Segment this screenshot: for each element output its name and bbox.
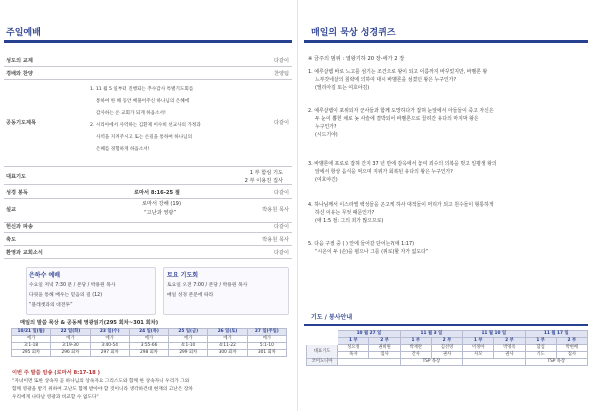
duty-part: 2 부: [369, 338, 400, 345]
prayer-line: 사역을 지켜주시고 또는 손길을 통하여 하나님의: [96, 135, 193, 140]
duty-koinonia: TSP 목장: [525, 359, 587, 366]
prayer-line: 감사하는 온 교회가 되게 하옵소서!: [96, 111, 166, 116]
plan-chapter: 3:19-30: [51, 343, 90, 350]
duty-koinonia: [338, 359, 400, 366]
quiz-question: [308, 240, 590, 256]
order-label: 헌신과 파송: [6, 224, 33, 230]
quiz-line: 누구인가?: [315, 124, 337, 130]
reading-plan-title: 매일의 말씀 묵상 & 공동체 영광읽기(295 회차~301 회차): [20, 320, 159, 326]
title-bar: [304, 40, 588, 43]
rep-prayer-line: 1 부 함심 기도: [249, 170, 283, 176]
order-row: [4, 57, 292, 67]
duty-koinonia-row: [307, 359, 588, 366]
plan-chapter-row: [12, 343, 287, 350]
duty-row-label: 대표기도: [307, 345, 338, 359]
duty-part: 2 부: [431, 338, 462, 345]
reading-plan-table: [11, 328, 287, 357]
plan-count: 300 회차: [208, 350, 247, 357]
plan-count: 298 회차: [129, 350, 168, 357]
plan-count: 297 회차: [90, 350, 129, 357]
duty-person: 이정아: [463, 345, 494, 352]
duty-date: 11 월 17 일: [525, 331, 587, 338]
duty-title-bar: [304, 324, 588, 326]
duty-person: 성요정: [338, 345, 369, 352]
worship-column: [0, 0, 297, 411]
prayer-line: 1. 11 월 5 일부터 진행되는 추수감사 특별기도회를: [90, 87, 194, 92]
duty-person: 권희원: [369, 345, 400, 352]
rep-prayer-line: 2 부 이용진 집사: [244, 178, 283, 184]
midweek-line: 수요일 저녁 7:30 분 / 본당 / 박용원 목사: [29, 283, 116, 288]
duty-row-label: 코이노니아: [307, 359, 338, 366]
quiz-column: [298, 0, 600, 411]
plan-book: 에가: [247, 336, 286, 343]
prayer-line: 2. 시리아에서 사역하는 김환제 이수희 선교사의 가정과: [90, 123, 201, 128]
plan-book: 에가: [12, 336, 51, 343]
worship-title: 주일예배: [6, 28, 41, 38]
duty-role: 기도: [525, 352, 556, 359]
plan-book: 에가: [129, 336, 168, 343]
prayer-line: 통하여 한 해 동안 베풀어주신 하나님의 은혜에: [96, 99, 190, 104]
midweek-title: 은하수 예배: [29, 272, 61, 279]
prayer-value: 다같이: [273, 120, 289, 126]
duty-person: 박영옥: [494, 345, 525, 352]
duty-corner: [307, 338, 338, 345]
duty-title-row: [307, 352, 588, 359]
quiz-title: 매일의 묵상 성경퀴즈: [311, 28, 396, 38]
duty-table: [306, 330, 588, 366]
duty-title: 기도 / 봉사안내: [311, 314, 353, 321]
duty-part: 2 부: [494, 338, 525, 345]
duty-part: 1 부: [463, 338, 494, 345]
plan-day: 22 일(화): [51, 329, 90, 336]
plan-chapter: 3:40-54: [90, 343, 129, 350]
plan-day: 23 일(수): [90, 329, 129, 336]
duty-role: 목자: [338, 352, 369, 359]
saturday-prayer-box: [163, 267, 289, 315]
plan-count: 295 회차: [12, 350, 51, 357]
quiz-line: 5. 다음 구절 중 ( ) 안에 들어갈 단어는?(애 1:17): [308, 241, 415, 247]
plan-book: 에가: [90, 336, 129, 343]
duty-person: 함심: [525, 345, 556, 352]
order-row: [4, 236, 292, 246]
quiz-question: [308, 68, 590, 92]
order-row: [4, 249, 292, 259]
plan-header-row: [12, 329, 287, 336]
plan-count: 296 회차: [51, 350, 90, 357]
prayer-line: 은혜를 경험하게 하옵소서!: [96, 147, 150, 152]
saturday-line: 토요일 오전 7:00 / 본당 / 박용원 목사: [167, 283, 248, 288]
plan-day: 25 일(금): [169, 329, 208, 336]
memory-verse-line: “자녀이면 또한 상속자 곧 하나님의 상속자요 그리스도와 함께 한 상속자니 우리가 그와: [12, 379, 190, 384]
plan-book: 에가: [169, 336, 208, 343]
quiz-answer: (엘리아김 또는 여호야김): [315, 85, 370, 91]
duty-part: 1 부: [400, 338, 431, 345]
duty-person: 박현배: [556, 345, 587, 352]
saturday-title: 토요 기도회: [167, 272, 199, 279]
order-value: 찬양팀: [273, 71, 289, 77]
order-row: [4, 223, 292, 233]
plan-day: 26 일(토): [208, 329, 247, 336]
plan-book: 에가: [208, 336, 247, 343]
duty-date: 11 월 10 일: [463, 331, 525, 338]
plan-book-row: [12, 336, 287, 343]
duty-part: 2 부: [556, 338, 587, 345]
plan-count: 301 회차: [247, 350, 286, 357]
quiz-question: [308, 201, 590, 225]
memory-verse-line: 우리에게 나타날 영광과 비교할 수 없도다”: [12, 395, 99, 400]
plan-chapter: 4:1-10: [169, 343, 208, 350]
order-label: 축도: [6, 237, 17, 243]
reading-label: 성경 봉독: [6, 190, 28, 196]
plan-chapter: 3:55-66: [129, 343, 168, 350]
plan-count-row: [12, 350, 287, 357]
order-label: 환영과 교회소식: [6, 250, 43, 256]
reading-value: 다같이: [273, 190, 289, 196]
duty-part: 1 부: [338, 338, 369, 345]
quiz-line: 4. 하나님께서 이스라엘 백성들을 곤고케 하사 대적들이 머리가 되고 원수들이 형통하게: [308, 202, 494, 208]
quiz-line: 앞에서 항상 음식을 먹으며 지위가 회복된 유다의 왕은 누구인가?: [315, 169, 453, 175]
order-value: 박용원 목사: [262, 237, 289, 243]
order-row: [4, 70, 292, 80]
quiz-line: 하신 이유는 무엇 때문인가?: [315, 210, 375, 216]
quiz-line: 2. 예루살렘이 포위되자 군사들과 함께 도망하다가 잡혀 눈앞에서 아들들이 죽고 자신은: [308, 108, 494, 114]
plan-day: 10/21 일(월): [12, 329, 51, 336]
quiz-question: [308, 160, 590, 184]
saturday-line: 매일 성경 본문에 따라: [167, 293, 214, 298]
duty-role: 간사: [400, 352, 431, 359]
plan-chapter: 5:1-10: [247, 343, 286, 350]
duty-koinonia: [463, 359, 525, 366]
duty-role: 집사: [369, 352, 400, 359]
plan-book: 에가: [51, 336, 90, 343]
sermon-value: 박용원 목사: [262, 207, 289, 213]
title-bar: [4, 40, 292, 43]
quiz-answer: “시온이 두 (손)을 펼으나 그를 (위로)할 자가 없도다”: [315, 249, 429, 255]
memory-verse-line: 함께 영광을 받기 위하여 고난도 함께 받아야 할 것이니라 생각하건대 현재의 고난은 장차: [12, 387, 193, 392]
duty-part-row: [307, 338, 588, 345]
sermon-label: 설교: [6, 207, 17, 213]
plan-count: 299 회차: [169, 350, 208, 357]
sermon-series: 로마서 강해 (19): [142, 201, 182, 207]
quiz-line: 두 눈이 뽑힌 채로 놋 사슬에 결박되어 바벨론으로 끌려간 유다의 마지막 왕은: [315, 116, 479, 122]
plan-day: 24 일(목): [129, 329, 168, 336]
quiz-answer: (여호야긴): [315, 177, 338, 183]
reading-passage: 로마서 8:16-25 절: [134, 190, 180, 196]
reading-row: [4, 189, 292, 199]
midweek-line: “블레셋과의 대전투”: [29, 303, 73, 308]
sermon-title: “고난과 영광”: [144, 210, 177, 216]
order-label: 경배와 찬양: [6, 71, 33, 77]
midweek-line: 다윗을 통해 배우는 믿음의 길 (12): [29, 293, 103, 298]
quiz-answer: (시드기야): [315, 132, 338, 138]
duty-koinonia: TSP 목장: [400, 359, 462, 366]
memory-verse-title: 이번 주 말씀 암송 (로마서 8:17-18 ): [12, 370, 100, 376]
order-label: 성도의 교제: [6, 58, 33, 64]
duty-date-row: [307, 331, 588, 338]
order-value: 다같이: [273, 224, 289, 230]
duty-date: 11 월 3 일: [400, 331, 462, 338]
duty-role: 권사: [494, 352, 525, 359]
plan-chapter: 4:11-22: [208, 343, 247, 350]
duty-role: 집사: [556, 352, 587, 359]
duty-role: 사모: [463, 352, 494, 359]
duty-part: 1 부: [525, 338, 556, 345]
order-value: 다같이: [273, 250, 289, 256]
duty-role: 권사: [431, 352, 462, 359]
sermon-row: [4, 200, 292, 223]
order-value: 다같이: [273, 58, 289, 64]
midweek-service-box: [26, 267, 156, 315]
quiz-line: 1. 예루살렘 바로 느고를 섬기는 조건으로 왕이 되고 이름까지 바꾸었지만, 바벨론 왕: [308, 69, 488, 75]
duty-name-row: [307, 345, 588, 352]
prayer-label: 공동기도제목: [6, 120, 37, 126]
plan-chapter: 3:1-18: [12, 343, 51, 350]
quiz-line: 느부갓네살의 침략에 의하여 대시 바벨론을 섬겼던 왕은 누구인가?: [315, 77, 457, 83]
duty-date: 10 월 27 일: [338, 331, 400, 338]
duty-person: 김선영: [431, 345, 462, 352]
quiz-question: [308, 107, 590, 139]
plan-day: 27 일(주일): [247, 329, 286, 336]
duty-person: 박재란: [400, 345, 431, 352]
quiz-range: ※ 금주의 범위 : 열왕기하 20 장-에가 2 장: [308, 56, 405, 62]
quiz-line: 3. 바벨론에 포로로 잡혀 간지 37 년 만에 감옥에서 놓여 죄수의 의복을 벗고 일평생 왕의: [308, 161, 497, 167]
duty-corner: [307, 331, 338, 338]
quiz-answer: (애 1:5 절: 그의 죄가 많으므로): [315, 218, 384, 224]
rep-prayer-label: 대표기도: [6, 174, 27, 180]
